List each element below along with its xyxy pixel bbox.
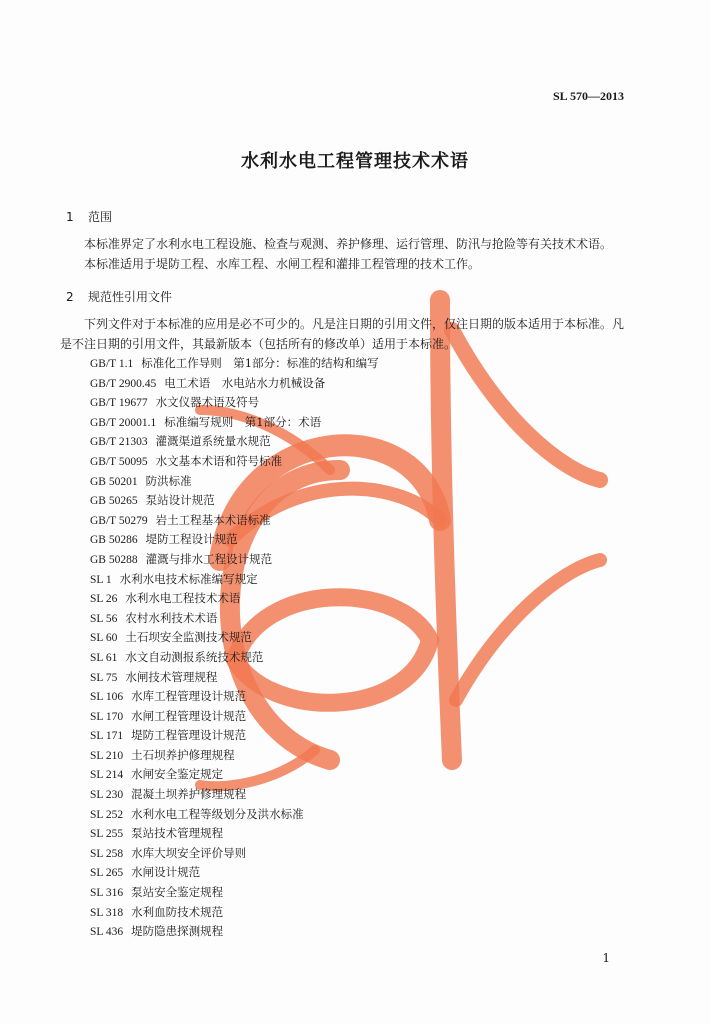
reference-name: 水利水电工程等级划分及洪水标准 <box>131 806 304 821</box>
reference-name: 土石坝安全监测技术规范 <box>125 630 252 645</box>
reference-item <box>90 903 379 923</box>
reference-code: SL 171 <box>90 730 124 743</box>
reference-name: 水文自动测报系统技术规范 <box>125 649 264 664</box>
reference-code: GB/T 2900.45 <box>90 377 157 390</box>
paragraph: 本标准界定了水利水电工程设施、检查与观测、养护修理、运行管理、防汛与抢险等有关技术术语。 <box>84 237 613 251</box>
reference-name: 水库工程管理设计规范 <box>131 689 247 704</box>
reference-code: SL 210 <box>90 749 124 762</box>
reference-item <box>90 472 379 492</box>
section-heading <box>66 208 112 225</box>
reference-name: 水闸设计规范 <box>131 865 201 880</box>
reference-item <box>90 844 379 864</box>
reference-name: 水文仪器术语及符号 <box>155 395 260 410</box>
reference-item <box>90 530 379 550</box>
section-title: 规范性引用文件 <box>88 290 173 304</box>
reference-item <box>90 668 379 688</box>
reference-item <box>90 393 379 413</box>
reference-item <box>90 687 379 707</box>
reference-code: SL 258 <box>90 847 124 860</box>
reference-name: 水文基本术语和符号标准 <box>155 453 283 468</box>
reference-name: 电工术语 水电站水力机械设备 <box>164 375 326 390</box>
reference-item <box>90 511 379 531</box>
reference-code: GB/T 1.1 <box>90 358 134 370</box>
reference-code: SL 75 <box>90 671 118 684</box>
section-heading <box>66 288 172 305</box>
section-title: 范围 <box>88 210 113 224</box>
reference-name: 农村水利技术术语 <box>125 610 218 625</box>
section-number: 1 <box>66 210 74 224</box>
reference-name: 灌溉与排水工程设计规范 <box>145 551 273 566</box>
reference-code: GB 50201 <box>90 475 138 488</box>
reference-code: SL 60 <box>90 632 118 645</box>
reference-name: 水库大坝安全评价导则 <box>131 845 247 860</box>
reference-list <box>90 354 379 942</box>
reference-code: GB 50265 <box>90 495 138 508</box>
paragraph: 本标准适用于堤防工程、水库工程、水闸工程和灌排工程管理的技术工作。 <box>84 257 481 271</box>
reference-name: 水利水电工程技术术语 <box>125 591 241 606</box>
reference-code: GB/T 20001.1 <box>90 416 157 429</box>
reference-code: GB/T 19677 <box>90 397 148 410</box>
reference-item <box>90 452 379 472</box>
reference-item <box>90 922 379 942</box>
reference-item <box>90 589 379 609</box>
reference-name: 防洪标准 <box>145 473 192 488</box>
section-body <box>60 314 634 354</box>
reference-item <box>90 863 379 883</box>
reference-item <box>90 805 379 825</box>
reference-code: GB/T 50095 <box>90 455 148 468</box>
reference-code: SL 436 <box>90 926 124 939</box>
reference-item <box>90 491 379 511</box>
reference-name: 水闸安全鉴定规定 <box>131 767 224 782</box>
reference-name: 堤防工程管理设计规范 <box>131 728 247 743</box>
section-number: 2 <box>66 290 74 304</box>
section-body <box>60 234 634 274</box>
reference-name: 土石坝养护修理规程 <box>131 747 235 762</box>
reference-item <box>90 648 379 668</box>
reference-code: GB 50288 <box>90 553 138 566</box>
reference-name: 泵站技术管理规程 <box>131 826 224 841</box>
page-title: 水利水电工程管理技术术语 <box>241 151 469 172</box>
reference-name: 水利血防技术规范 <box>131 904 224 919</box>
reference-name: 标准编写规则 第1部分：术语 <box>164 414 322 429</box>
reference-code: SL 265 <box>90 867 124 880</box>
reference-item <box>90 413 379 433</box>
reference-name: 水闸技术管理规程 <box>125 669 218 684</box>
reference-item <box>90 374 379 394</box>
reference-item <box>90 570 379 590</box>
reference-name: 泵站设计规范 <box>145 493 215 508</box>
reference-name: 混凝土坝养护修理规程 <box>131 787 247 802</box>
reference-item <box>90 432 379 452</box>
reference-name: 水利水电技术标准编写规定 <box>119 571 258 586</box>
standard-code: SL 570—2013 <box>552 89 624 103</box>
reference-code: SL 61 <box>90 651 118 664</box>
reference-code: SL 230 <box>90 789 124 802</box>
reference-code: SL 214 <box>90 769 124 782</box>
reference-item <box>90 765 379 785</box>
reference-item <box>90 726 379 746</box>
reference-name: 堤防工程设计规范 <box>145 532 238 547</box>
reference-item <box>90 746 379 766</box>
reference-item <box>90 824 379 844</box>
reference-item <box>90 354 379 374</box>
reference-code: GB/T 50279 <box>90 514 148 527</box>
reference-code: SL 1 <box>90 573 112 586</box>
reference-code: SL 106 <box>90 691 124 704</box>
reference-item <box>90 785 379 805</box>
reference-code: GB 50286 <box>90 534 138 547</box>
reference-name: 标准化工作导则 第1部分：标准的结构和编写 <box>141 356 379 370</box>
reference-name: 灌溉渠道系统量水规范 <box>155 434 271 449</box>
reference-code: SL 318 <box>90 906 124 919</box>
paragraph: 下列文件对于本标准的应用是必不可少的。凡是注日期的引用文件，仅注日期的版本适用于本标准。凡是不注日期的引用文件，其最新版本（包括所有的修改单）适用于本标准。 <box>60 317 625 351</box>
reference-code: GB/T 21303 <box>90 436 148 449</box>
reference-item <box>90 609 379 629</box>
reference-code: SL 316 <box>90 887 124 900</box>
reference-code: SL 255 <box>90 828 124 841</box>
reference-name: 泵站安全鉴定规程 <box>131 885 224 900</box>
reference-name: 水闸工程管理设计规范 <box>131 708 247 723</box>
reference-name: 岩土工程基本术语标准 <box>155 512 271 527</box>
reference-code: SL 26 <box>90 593 118 606</box>
reference-item <box>90 883 379 903</box>
reference-item <box>90 707 379 727</box>
reference-item <box>90 628 379 648</box>
reference-item <box>90 550 379 570</box>
reference-name: 堤防隐患探测规程 <box>131 924 224 939</box>
page-number: 1 <box>602 951 610 965</box>
reference-code: SL 170 <box>90 710 124 723</box>
reference-code: SL 252 <box>90 808 124 821</box>
reference-code: SL 56 <box>90 612 118 625</box>
